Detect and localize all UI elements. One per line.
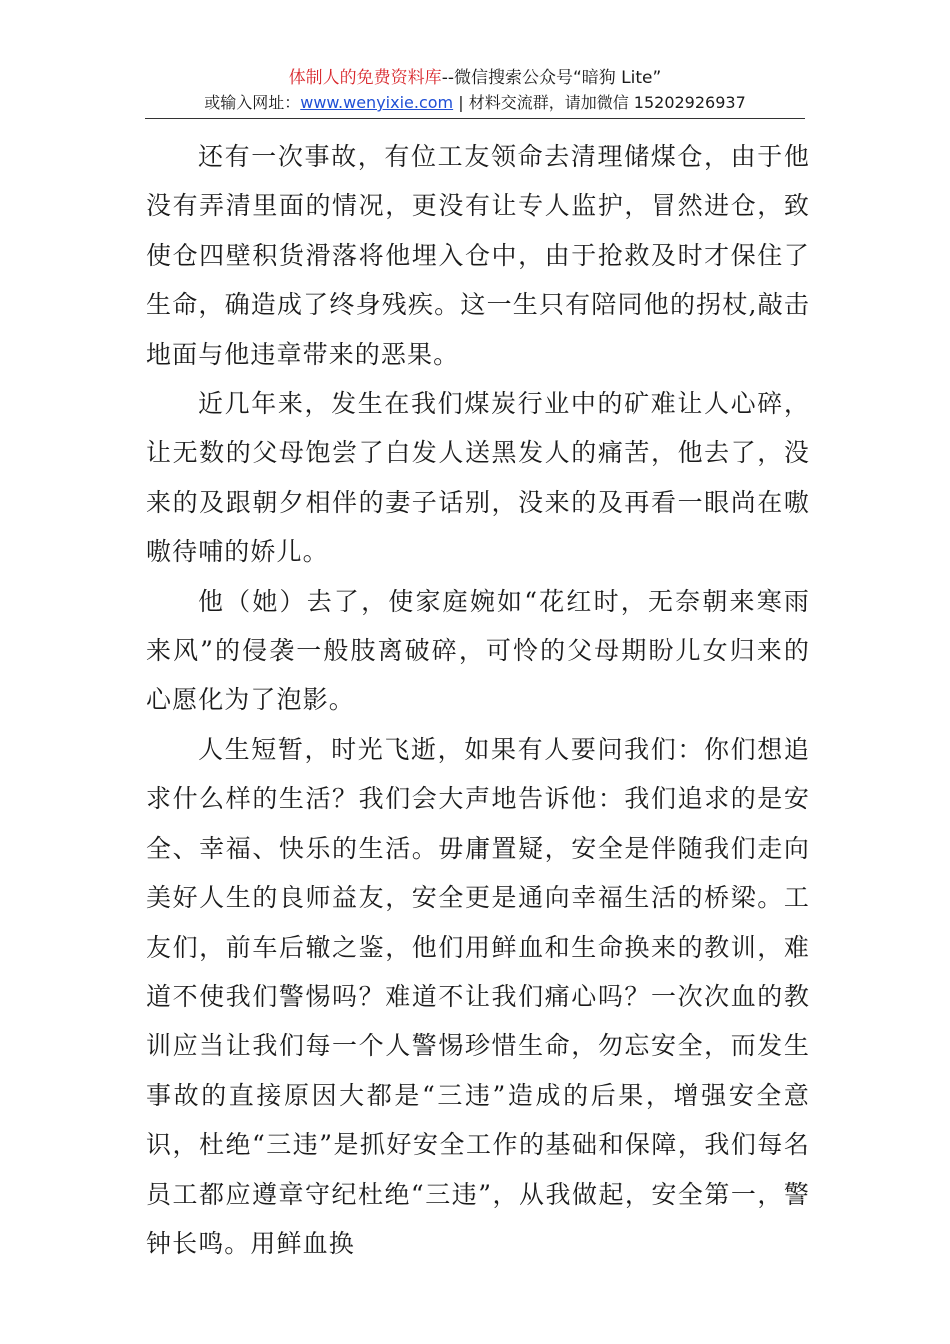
paragraph-3: 他（她）去了，使家庭婉如“花红时，无奈朝来寒雨来风”的侵袭一般肢离破碎，可怜的父母期盼儿女归来的心愿化为了泡影。 xyxy=(146,586,810,715)
page-header xyxy=(0,66,950,114)
header-banner xyxy=(0,66,950,90)
paragraph-1: 还有一次事故，有位工友领命去清理储煤仓，由于他没有弄清里面的情况，更没有让专人监护，冒然进仓，致使仓四壁积货滑落将他埋入仓中，由于抢救及时才保住了生命，确造成了终身残疾。这一生只有陪同他的拐杖,敲击地面与他违章带来的恶果。 xyxy=(146,142,810,369)
header-separator: | xyxy=(453,93,469,112)
brand-title: 体制人的免费资料库 xyxy=(288,68,442,88)
header-tagline: --微信搜索公众号“暗狗 Lite” xyxy=(441,68,662,88)
header-divider xyxy=(145,118,805,119)
url-prefix: 或输入网址： xyxy=(204,93,301,112)
contact-info: 材料交流群，请加微信 15202926937 xyxy=(468,93,746,112)
document-body xyxy=(146,132,810,1268)
website-link[interactable]: www.wenyixie.com xyxy=(300,93,454,112)
paragraph-4: 人生短暂，时光飞逝，如果有人要问我们：你们想追求什么样的生活？我们会大声地告诉他：我们追求的是安全、幸福、快乐的生活。毋庸置疑，安全是伴随我们走向美好人生的良师益友，安全更是通向幸福生活的桥梁。工友们，前车后辙之鉴，他们用鲜血和生命换来的教训，难道不使我们警惕吗？难道不让我们痛心吗？一次次血的教训应当让我们每一个人警惕珍惜生命，勿忘安全，而发生事故的直接原因大都是“三违”造成的后果，增强安全意识，杜绝“三违”是抓好安全工作的基础和保障，我们每名员工都应遵章守纪杜绝“三违”，从我做起，安全第一，警钟长鸣。用鲜血换 xyxy=(146,734,810,1258)
header-contact-line xyxy=(0,92,950,114)
paragraph-2: 近几年来，发生在我们煤炭行业中的矿难让人心碎，让无数的父母饱尝了白发人送黑发人的痛苦，他去了，没来的及跟朝夕相伴的妻子话别，没来的及再看一眼尚在嗷嗷待哺的娇儿。 xyxy=(146,389,810,567)
